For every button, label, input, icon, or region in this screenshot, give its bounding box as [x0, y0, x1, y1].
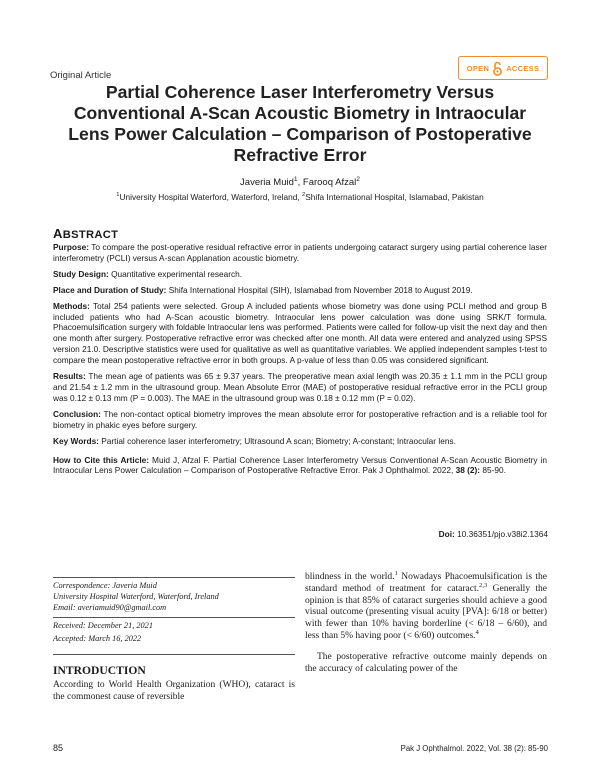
journal-footer: Pak J Ophthalmol. 2022, Vol. 38 (2): 85-90 — [400, 744, 548, 753]
abstract-conclusion: Conclusion: The non-contact optical biometry improves the mean absolute error for postoperative refraction and is a reliable tool for biometry in phakic eyes before surgery. — [53, 408, 547, 430]
open-lock-icon — [492, 61, 503, 76]
author-name[interactable]: Farooq Afzal — [302, 177, 357, 188]
doi: Doi: 10.36351/pjo.v38i2.1364 — [438, 529, 548, 539]
right-column-text — [305, 569, 547, 675]
paragraph: The postoperative refractive outcome mainly depends on the accuracy of calculating power of the — [305, 651, 547, 674]
accepted-date: Accepted: March 16, 2022 — [53, 633, 142, 643]
divider — [53, 654, 295, 655]
divider — [53, 577, 295, 578]
abstract-design: Study Design: Quantitative experimental research. — [53, 268, 243, 279]
author-name[interactable]: Javeria Muid — [240, 177, 294, 188]
divider — [53, 617, 295, 618]
badge-open-text: OPEN — [466, 63, 490, 73]
introduction-heading: INTRODUCTION — [53, 664, 146, 677]
open-access-badge — [458, 56, 548, 80]
abstract-methods: Methods: Total 254 patients were selected. Group A included patients whose biometry was done using PCLI method and group B included patients who had A-Scan acoustic biometry. Intraocular lens power calculation was done using SRK/T formula. Phacoemulsification surgery with foldable Intraocular lens was performed. Patients were called for follow-up visit the next day and then one month after surgery. Postoperative refractive error was checked after one month. All data were entered and analyzed using SPSS version 21.0. Descriptive statistics were used for qualitative as well as quantitative variables. We applied independent samples t-test to compare the mean postoperative refractive error in both groups. A p-value of less than 0.05 was considered significant. — [53, 300, 547, 366]
correspondence-email[interactable]: Email: averiamuid90@gmail.com — [53, 603, 167, 612]
badge-access-text: ACCESS — [506, 63, 540, 73]
abstract-purpose: Purpose: To compare the post-operative residual refractive error in patients undergoing cataract surgery using partial coherence laser interferometry (PCLI) versus A-scan Applanation acoustic biometry. — [53, 242, 547, 263]
author-list: Javeria Muid$^1$, Farooq Afzal$^2$ — [240, 175, 360, 188]
abstract-results: Results: The mean age of patients was 65 ± 9.37 years. The preoperative mean axial length was 20.35 ± 1.1 mm in the PCLI group and 21.54 ± 1.2 mm in the ultrasound group. Mean Absolute Error (MAE) of postoperative residual refractive error in the PCLI group was 0.12 ± 0.13 mm (P = 0.003). The MAE in the ultrasound group was 0.18 ± 0.12 mm (P = 0.02). — [53, 371, 547, 403]
paragraph: blindness in the world.$^1$ Nowadays Phacoemulsification is the standard method of treatment for cataract.$^{2,3}$ Generally the opinion is that 85% of cataract surgeries should achieve a good visual outcome (presenting visual acuity [PVA]: 6/18 or better) with fewer than 10% having borderline (< 6/18 – 6/60), and less than 5% having poor (< 6/60) outcomes.$^4$ — [305, 569, 547, 641]
article-title: Partial Coherence Laser Interferometry Versus Conventional A-Scan Acoustic Biometry in Intraocular Lens Power Calculation – Comparison of Postoperative Refractive Error — [68, 82, 532, 165]
abstract-keywords: Key Words: Partial coherence laser interferometry; Ultrasound A scan; Biometry; A-constant; Intraocular lens. — [53, 435, 456, 446]
introduction-text: According to World Health Organization (WHO), cataract is the commonest cause of reversible — [53, 680, 295, 702]
author-affil-mark: 2 — [356, 175, 360, 183]
correspondence: Correspondence: Javeria Muid University Hospital Waterford, Waterford, Ireland Email: averiamuid90@gmail.com — [53, 580, 295, 613]
abstract-place: Place and Duration of Study: Shifa International Hospital (SIH), Islamabad from November 2018 to August 2019. — [53, 284, 473, 295]
author-affil-mark: 1 — [293, 175, 298, 183]
received-date: Received: December 21, 2021 — [53, 621, 153, 630]
page-number: 85 — [53, 743, 64, 753]
doi-link[interactable]: 10.36351/pjo.v38i2.1364 — [454, 529, 548, 539]
affiliations: $^1$University Hospital Waterford, Waterford, Ireland, $^2$Shifa International Hospital, Islamabad, Pakistan — [116, 192, 484, 202]
article-dates — [53, 620, 295, 645]
abstract-heading: ABSTRACT — [53, 226, 119, 241]
article-type: Original Article — [50, 70, 112, 81]
citation: How to Cite this Article: Muid J, Afzal F. Partial Coherence Laser Interferometry Versus Conventional A-Scan Acoustic Biometry in Intraocular Lens Power Calculation – Comparison of Postoperative Refractive Error. Pak J Ophthalmol. 2022, 38 (2): 85-90. — [53, 454, 547, 476]
abstract-body — [53, 242, 547, 481]
